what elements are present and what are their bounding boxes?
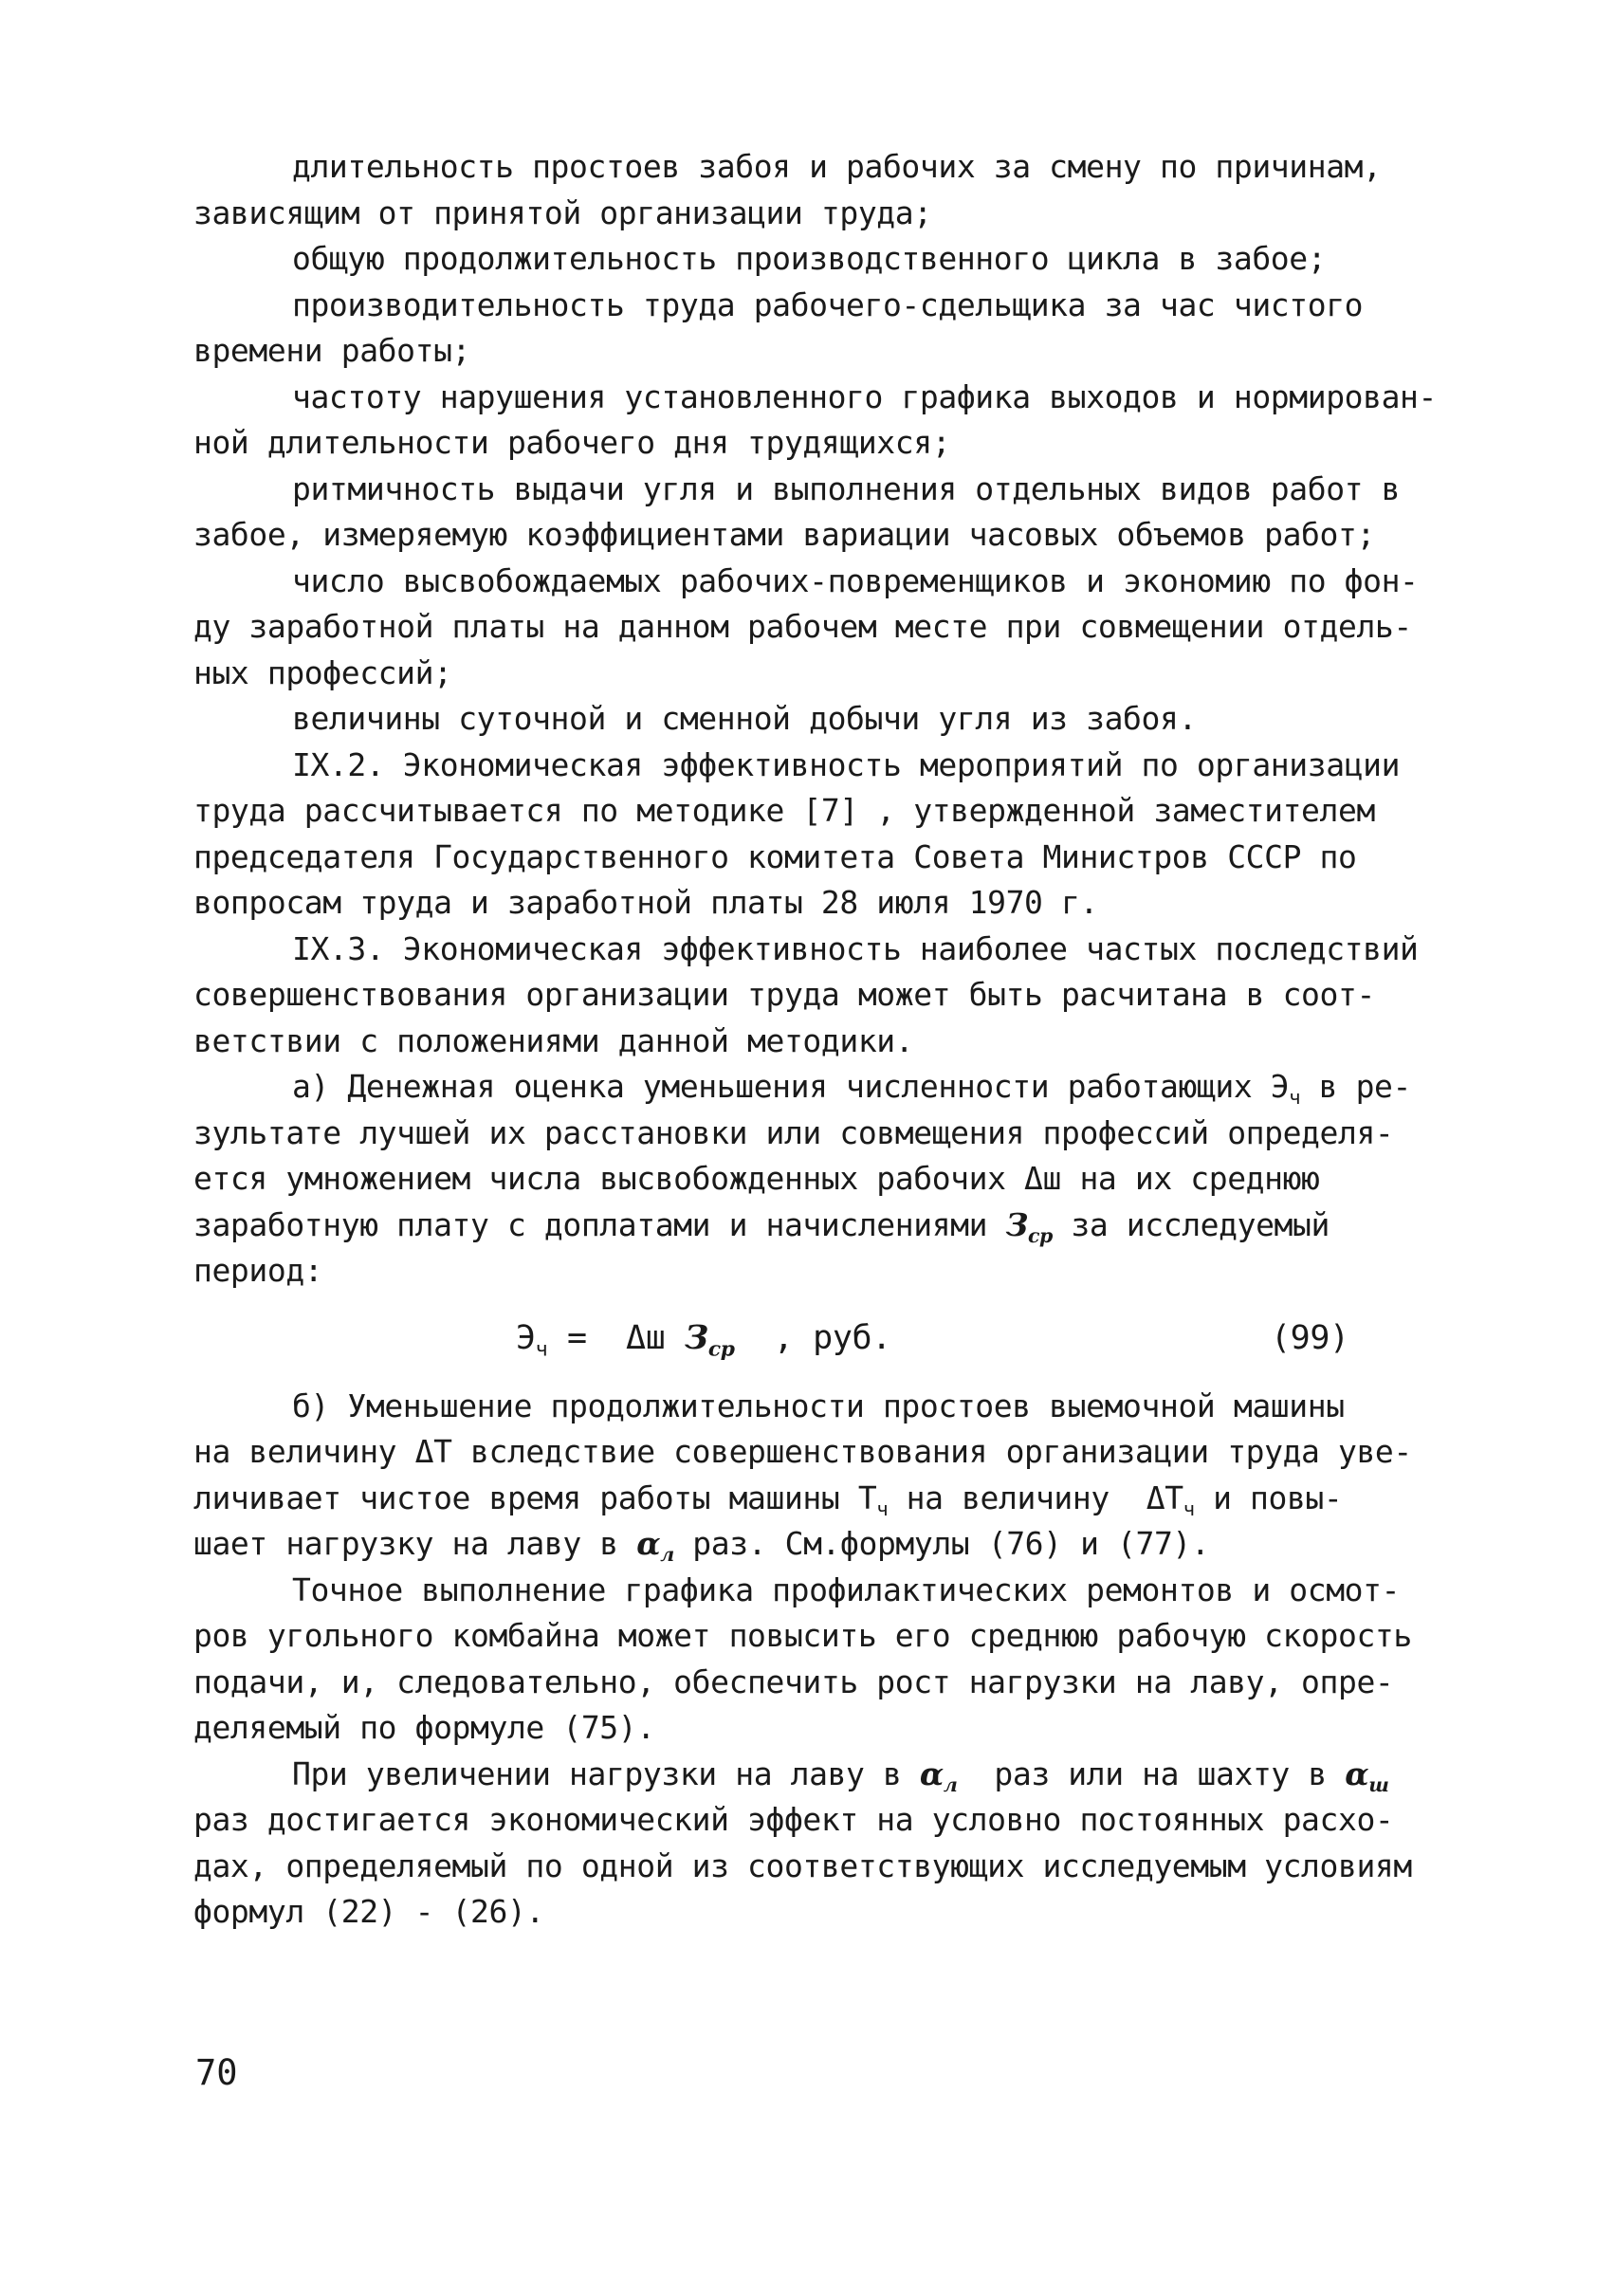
text-line: труда рассчитывается по методике [7] , утвержденной заместителем [193, 792, 1375, 829]
last-paragraph-line-4: формул (22) - (26). [193, 1893, 544, 1930]
formula-99 [193, 1308, 1455, 1374]
subscript: ш [1368, 1773, 1389, 1796]
text-line: ных профессий; [193, 653, 452, 691]
subscript: л [943, 1773, 958, 1796]
last-paragraph-line-1 [193, 1752, 1455, 1798]
text-line: число высвобождаемых рабочих-повременщиков и экономию по фон- [292, 561, 1419, 599]
paragraph-a-line-1 [193, 1064, 1455, 1111]
text-run: шает нагрузку на лаву в [193, 1525, 637, 1562]
text-line: частоту нарушения установленного графика выходов и нормирован- [292, 377, 1437, 415]
text-run: а) Денежная оценка уменьшения численности работающих Э [292, 1068, 1290, 1105]
subscript: ч [1289, 1086, 1301, 1110]
text-line: совершенствования организации труда может быть расчитана в соот- [193, 976, 1375, 1013]
text-run: При увеличении нагрузки на лаву в [292, 1754, 920, 1792]
paragraph-list-top [193, 144, 1455, 1064]
text-line: IX.3. Экономическая эффективность наиболее частых последствий [292, 929, 1419, 967]
text-line: длительность простоев забоя и рабочих за смену по причинам, [292, 148, 1382, 185]
text-run: за исследуемый [1052, 1205, 1330, 1243]
paragraph-a-line-5: период: [193, 1252, 323, 1289]
text-line: подачи, и, следовательно, обеспечить рост нагрузки на лаву, опре- [193, 1662, 1394, 1700]
paragraph-b-line-2: на величину ΔТ вследствие совершенствования организации труда уве- [193, 1433, 1412, 1470]
subscript: ч [1183, 1497, 1195, 1520]
salary-symbol: З [1005, 1205, 1028, 1243]
paragraph-b-line-4 [193, 1521, 1455, 1568]
text-run: в ре- [1300, 1068, 1411, 1105]
text-run: на величину ΔТ [888, 1479, 1183, 1516]
text-line: забое, измеряемую коэффициентами вариации часовых объемов работ; [193, 516, 1375, 553]
text-line: общую продолжительность производственного цикла в забое; [292, 240, 1327, 277]
text-line: IX.2. Экономическая эффективность мероприятий по организации [292, 745, 1401, 783]
text-line: ритмичность выдачи угля и выполнения отдельных видов работ в [292, 469, 1401, 507]
salary-symbol: З [685, 1317, 708, 1357]
text-line: Точное выполнение графика профилактических ремонтов и осмот- [292, 1570, 1401, 1608]
alpha-symbol: α [919, 1754, 944, 1792]
text-line: ров угольного комбайна может повысить его среднюю рабочую скорость [193, 1617, 1412, 1654]
paragraph-list-tail [193, 1568, 1455, 1752]
last-paragraph-line-3: дах, определяемый по одной из соответствующих исследуемым условиям [193, 1846, 1412, 1884]
text-run: раз. См.формулы (76) и (77). [673, 1525, 1210, 1562]
text-line: вопросам труда и заработной платы 28 июля 1970 г. [193, 884, 1098, 921]
text-run: раз или на шахту в [957, 1754, 1346, 1792]
alpha-symbol: α [1345, 1754, 1369, 1792]
subscript: ср [1027, 1223, 1053, 1247]
body-text [193, 144, 1455, 1936]
text-line: зависящим от принятой организации труда; [193, 193, 932, 231]
text-run: личивает чистое время работы машины Т [193, 1479, 877, 1516]
paragraph-b-line-1: б) Уменьшение продолжительности простоев выемочной машины [292, 1387, 1345, 1424]
paragraph-a-line-2: зультате лучшей их расстановки или совмещения профессий определя- [193, 1113, 1394, 1151]
formula-operator: = Δш [547, 1318, 686, 1357]
text-line: времени работы; [193, 332, 471, 369]
text-run: заработную плату с доплатами и начислениями [193, 1205, 1006, 1243]
subscript: л [660, 1543, 674, 1567]
paragraph-a-line-3: ется умножением числа высвобожденных рабочих Δш на их среднюю [193, 1160, 1320, 1197]
text-line: деляемый по формуле (75). [193, 1709, 655, 1746]
alpha-symbol: α [636, 1525, 661, 1562]
text-line: ду заработной платы на данном рабочем месте при совмещении отдель- [193, 608, 1412, 645]
text-line: председателя Государственного комитета Совета Министров СССР по [193, 837, 1357, 875]
paragraph-a-line-4 [193, 1203, 1455, 1249]
subscript: ср [707, 1337, 735, 1362]
formula-lhs: Э [516, 1318, 536, 1357]
subscript: ч [535, 1337, 548, 1362]
formula-expression [516, 1315, 891, 1362]
paragraph-b-line-3 [193, 1476, 1455, 1522]
formula-number: (99) [1271, 1318, 1349, 1357]
text-line: величины суточной и сменной добычи угля из забоя. [292, 700, 1197, 737]
text-line: ной длительности рабочего дня трудящихся; [193, 424, 951, 461]
text-line: производительность труда рабочего-сдельщика за час чистого [292, 285, 1364, 323]
page-number: 70 [195, 2052, 238, 2093]
text-line: ветствии с положениями данной методики. [193, 1021, 914, 1059]
subscript: ч [876, 1497, 889, 1520]
text-run: и повы- [1194, 1479, 1343, 1516]
last-paragraph-line-2: раз достигается экономический эффект на условно постоянных расхо- [193, 1801, 1394, 1838]
formula-unit: , руб. [734, 1318, 891, 1357]
